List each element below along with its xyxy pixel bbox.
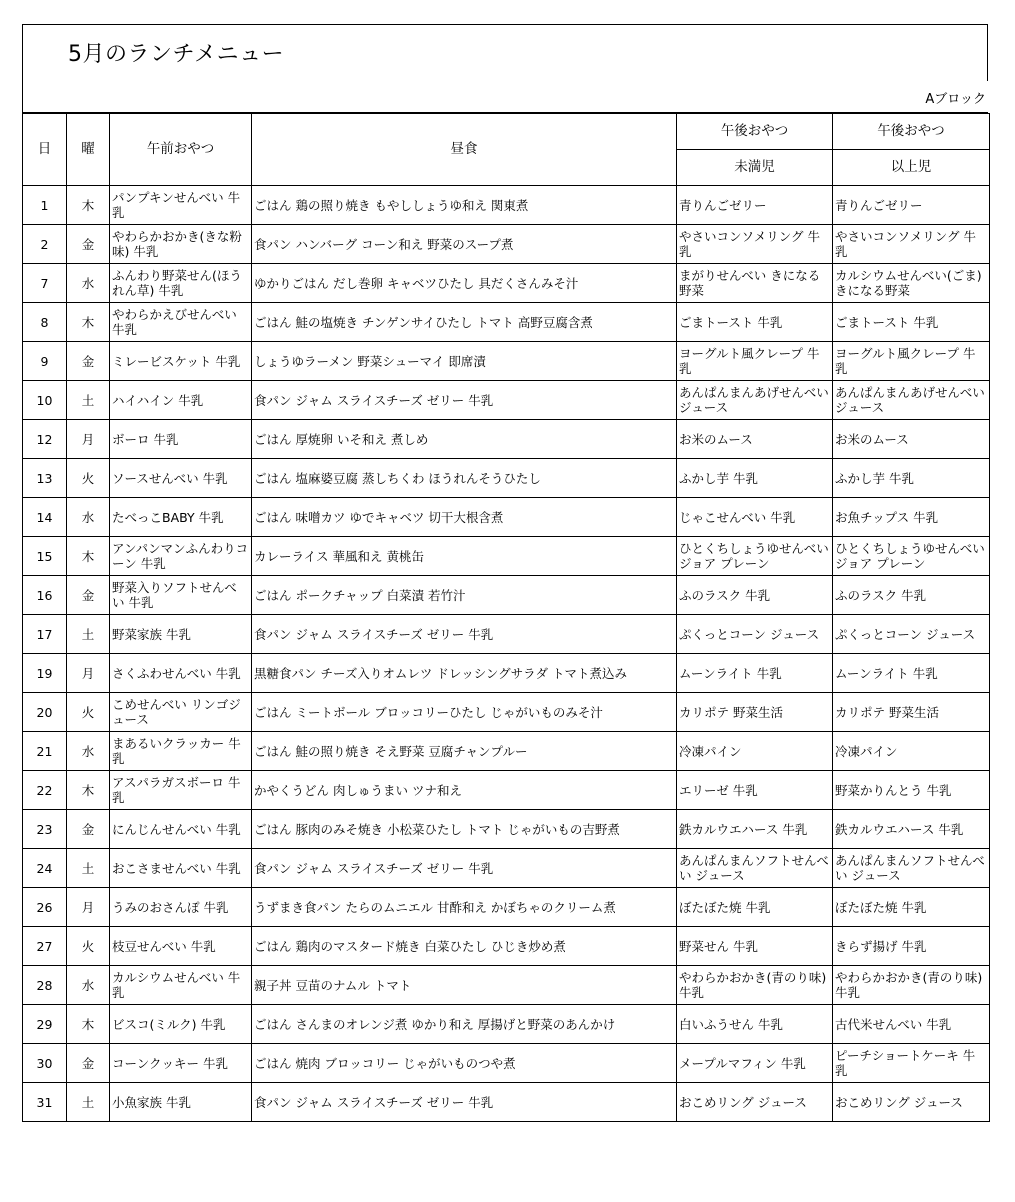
pm-snack-under-cell: 白いふうせん 牛乳 — [677, 1005, 833, 1044]
pm-snack-over-cell: 古代米せんべい 牛乳 — [833, 1005, 990, 1044]
lunch-cell: ごはん 鶏の照り焼き もやししょうゆ和え 関東煮 — [252, 186, 677, 225]
day-cell: 20 — [23, 693, 67, 732]
pm-snack-under-cell: あんぱんまんあげせんべい ジュース — [677, 381, 833, 420]
day-cell: 14 — [23, 498, 67, 537]
day-cell: 23 — [23, 810, 67, 849]
am-snack-cell: 枝豆せんべい 牛乳 — [110, 927, 252, 966]
table-row — [23, 615, 990, 654]
table-row — [23, 498, 990, 537]
weekday-cell: 土 — [67, 849, 110, 888]
lunch-cell: ごはん ポークチャップ 白菜漬 若竹汁 — [252, 576, 677, 615]
weekday-cell: 金 — [67, 225, 110, 264]
day-cell: 29 — [23, 1005, 67, 1044]
pm-snack-under-cell: やさいコンソメリング 牛乳 — [677, 225, 833, 264]
weekday-cell: 土 — [67, 381, 110, 420]
pm-snack-under-cell: 鉄カルウエハース 牛乳 — [677, 810, 833, 849]
lunch-cell: ごはん 厚焼卵 いそ和え 煮しめ — [252, 420, 677, 459]
pm-snack-under-cell: カリポテ 野菜生活 — [677, 693, 833, 732]
weekday-cell: 木 — [67, 1005, 110, 1044]
table-row — [23, 1005, 990, 1044]
lunch-cell: 食パン ジャム スライスチーズ ゼリー 牛乳 — [252, 615, 677, 654]
pm-snack-under-cell: エリーゼ 牛乳 — [677, 771, 833, 810]
weekday-cell: 水 — [67, 264, 110, 303]
table-row — [23, 459, 990, 498]
am-snack-cell: 小魚家族 牛乳 — [110, 1083, 252, 1122]
lunch-cell: 食パン ジャム スライスチーズ ゼリー 牛乳 — [252, 1083, 677, 1122]
weekday-cell: 木 — [67, 303, 110, 342]
pm-snack-over-cell: おこめリング ジュース — [833, 1083, 990, 1122]
header-pm-snack-over: 午後おやつ — [833, 114, 990, 150]
header-am-snack: 午前おやつ — [110, 114, 252, 186]
am-snack-cell: ハイハイン 牛乳 — [110, 381, 252, 420]
lunch-cell: 親子丼 豆苗のナムル トマト — [252, 966, 677, 1005]
pm-snack-under-cell: 青りんごゼリー — [677, 186, 833, 225]
pm-snack-under-cell: ムーンライト 牛乳 — [677, 654, 833, 693]
weekday-cell: 月 — [67, 654, 110, 693]
header-lunch: 昼食 — [252, 114, 677, 186]
table-row — [23, 888, 990, 927]
day-cell: 27 — [23, 927, 67, 966]
pm-snack-under-cell: ふのラスク 牛乳 — [677, 576, 833, 615]
page-title: 5月のランチメニュー — [68, 42, 285, 67]
am-snack-cell: まあるいクラッカー 牛乳 — [110, 732, 252, 771]
am-snack-cell: アンパンマンふんわりコーン 牛乳 — [110, 537, 252, 576]
weekday-cell: 金 — [67, 342, 110, 381]
header-day: 日 — [23, 114, 67, 186]
weekday-cell: 水 — [67, 732, 110, 771]
pm-snack-over-cell: カルシウムせんべい(ごま) きになる野菜 — [833, 264, 990, 303]
am-snack-cell: アスパラガスボーロ 牛乳 — [110, 771, 252, 810]
day-cell: 21 — [23, 732, 67, 771]
pm-snack-over-cell: 鉄カルウエハース 牛乳 — [833, 810, 990, 849]
table-row — [23, 654, 990, 693]
pm-snack-over-cell: 青りんごゼリー — [833, 186, 990, 225]
pm-snack-under-cell: おこめリング ジュース — [677, 1083, 833, 1122]
lunch-cell: ごはん ミートボール ブロッコリーひたし じゃがいものみそ汁 — [252, 693, 677, 732]
header-over-age: 以上児 — [833, 150, 990, 186]
weekday-cell: 木 — [67, 771, 110, 810]
weekday-cell: 水 — [67, 498, 110, 537]
table-row — [23, 186, 990, 225]
table-row — [23, 849, 990, 888]
table-row — [23, 732, 990, 771]
table-row — [23, 342, 990, 381]
weekday-cell: 水 — [67, 966, 110, 1005]
header-dow: 曜 — [67, 114, 110, 186]
table-row — [23, 381, 990, 420]
lunch-cell: ごはん さんまのオレンジ煮 ゆかり和え 厚揚げと野菜のあんかけ — [252, 1005, 677, 1044]
lunch-cell: ごはん 鮭の照り焼き そえ野菜 豆腐チャンプルー — [252, 732, 677, 771]
day-cell: 1 — [23, 186, 67, 225]
lunch-cell: ごはん 焼肉 ブロッコリー じゃがいものつや煮 — [252, 1044, 677, 1083]
pm-snack-over-cell: ふかし芋 牛乳 — [833, 459, 990, 498]
pm-snack-over-cell: お米のムース — [833, 420, 990, 459]
pm-snack-under-cell: メープルマフィン 牛乳 — [677, 1044, 833, 1083]
pm-snack-over-cell: お魚チップス 牛乳 — [833, 498, 990, 537]
table-row — [23, 1083, 990, 1122]
table-row — [23, 576, 990, 615]
pm-snack-over-cell: ごまトースト 牛乳 — [833, 303, 990, 342]
table-row — [23, 771, 990, 810]
weekday-cell: 月 — [67, 420, 110, 459]
pm-snack-over-cell: カリポテ 野菜生活 — [833, 693, 990, 732]
pm-snack-under-cell: あんぱんまんソフトせんべい ジュース — [677, 849, 833, 888]
am-snack-cell: コーンクッキー 牛乳 — [110, 1044, 252, 1083]
day-cell: 30 — [23, 1044, 67, 1083]
lunch-cell: ごはん 味噌カツ ゆでキャベツ 切干大根含煮 — [252, 498, 677, 537]
am-snack-cell: ビスコ(ミルク) 牛乳 — [110, 1005, 252, 1044]
weekday-cell: 火 — [67, 693, 110, 732]
am-snack-cell: やわらかおかき(きな粉味) 牛乳 — [110, 225, 252, 264]
pm-snack-over-cell: ムーンライト 牛乳 — [833, 654, 990, 693]
lunch-cell: ごはん 鶏肉のマスタード焼き 白菜ひたし ひじき炒め煮 — [252, 927, 677, 966]
lunch-cell: 食パン ジャム スライスチーズ ゼリー 牛乳 — [252, 849, 677, 888]
pm-snack-under-cell: ヨーグルト風クレープ 牛乳 — [677, 342, 833, 381]
day-cell: 15 — [23, 537, 67, 576]
menu-body — [23, 186, 990, 1122]
pm-snack-over-cell: やわらかおかき(青のり味) 牛乳 — [833, 966, 990, 1005]
pm-snack-under-cell: じゃこせんべい 牛乳 — [677, 498, 833, 537]
am-snack-cell: 野菜家族 牛乳 — [110, 615, 252, 654]
menu-header — [22, 24, 988, 113]
lunch-cell: ごはん 塩麻婆豆腐 蒸しちくわ ほうれんそうひたし — [252, 459, 677, 498]
pm-snack-under-cell: ふかし芋 牛乳 — [677, 459, 833, 498]
pm-snack-under-cell: やわらかおかき(青のり味) 牛乳 — [677, 966, 833, 1005]
lunch-menu-table — [22, 113, 990, 1122]
table-row — [23, 1044, 990, 1083]
am-snack-cell: ふんわり野菜せん(ほうれん草) 牛乳 — [110, 264, 252, 303]
pm-snack-over-cell: ぼたぼた焼 牛乳 — [833, 888, 990, 927]
table-row — [23, 810, 990, 849]
pm-snack-over-cell: ヨーグルト風クレープ 牛乳 — [833, 342, 990, 381]
day-cell: 7 — [23, 264, 67, 303]
table-row — [23, 537, 990, 576]
pm-snack-over-cell: ピーチショートケーキ 牛乳 — [833, 1044, 990, 1083]
pm-snack-under-cell: ぷくっとコーン ジュース — [677, 615, 833, 654]
table-row — [23, 966, 990, 1005]
day-cell: 8 — [23, 303, 67, 342]
weekday-cell: 土 — [67, 1083, 110, 1122]
am-snack-cell: やわらかえびせんべい 牛乳 — [110, 303, 252, 342]
weekday-cell: 金 — [67, 576, 110, 615]
pm-snack-under-cell: 冷凍パイン — [677, 732, 833, 771]
day-cell: 28 — [23, 966, 67, 1005]
table-row — [23, 927, 990, 966]
weekday-cell: 木 — [67, 186, 110, 225]
table-row — [23, 693, 990, 732]
pm-snack-under-cell: ひとくちしょうゆせんべい ジョア プレーン — [677, 537, 833, 576]
am-snack-cell: ボーロ 牛乳 — [110, 420, 252, 459]
lunch-cell: カレーライス 華風和え 黄桃缶 — [252, 537, 677, 576]
pm-snack-over-cell: やさいコンソメリング 牛乳 — [833, 225, 990, 264]
day-cell: 31 — [23, 1083, 67, 1122]
weekday-cell: 金 — [67, 1044, 110, 1083]
lunch-cell: しょうゆラーメン 野菜シューマイ 即席漬 — [252, 342, 677, 381]
weekday-cell: 木 — [67, 537, 110, 576]
lunch-cell: かやくうどん 肉しゅうまい ツナ和え — [252, 771, 677, 810]
lunch-cell: 食パン ジャム スライスチーズ ゼリー 牛乳 — [252, 381, 677, 420]
pm-snack-under-cell: ぼたぼた焼 牛乳 — [677, 888, 833, 927]
pm-snack-under-cell: まがりせんべい きになる野菜 — [677, 264, 833, 303]
weekday-cell: 火 — [67, 459, 110, 498]
weekday-cell: 土 — [67, 615, 110, 654]
table-row — [23, 303, 990, 342]
day-cell: 13 — [23, 459, 67, 498]
day-cell: 2 — [23, 225, 67, 264]
table-row — [23, 420, 990, 459]
pm-snack-over-cell: きらず揚げ 牛乳 — [833, 927, 990, 966]
table-row — [23, 264, 990, 303]
pm-snack-over-cell: ふのラスク 牛乳 — [833, 576, 990, 615]
lunch-cell: ごはん 豚肉のみそ焼き 小松菜ひたし トマト じゃがいもの吉野煮 — [252, 810, 677, 849]
am-snack-cell: パンプキンせんべい 牛乳 — [110, 186, 252, 225]
pm-snack-over-cell: ひとくちしょうゆせんべい ジョア プレーン — [833, 537, 990, 576]
pm-snack-under-cell: 野菜せん 牛乳 — [677, 927, 833, 966]
pm-snack-over-cell: 野菜かりんとう 牛乳 — [833, 771, 990, 810]
lunch-cell: 黒糖食パン チーズ入りオムレツ ドレッシングサラダ トマト煮込み — [252, 654, 677, 693]
pm-snack-under-cell: ごまトースト 牛乳 — [677, 303, 833, 342]
day-cell: 22 — [23, 771, 67, 810]
am-snack-cell: カルシウムせんべい 牛乳 — [110, 966, 252, 1005]
am-snack-cell: 野菜入りソフトせんべい 牛乳 — [110, 576, 252, 615]
am-snack-cell: にんじんせんべい 牛乳 — [110, 810, 252, 849]
am-snack-cell: うみのおさんぽ 牛乳 — [110, 888, 252, 927]
am-snack-cell: さくふわせんべい 牛乳 — [110, 654, 252, 693]
lunch-cell: 食パン ハンバーグ コーン和え 野菜のスープ煮 — [252, 225, 677, 264]
am-snack-cell: たべっこBABY 牛乳 — [110, 498, 252, 537]
pm-snack-over-cell: 冷凍パイン — [833, 732, 990, 771]
day-cell: 10 — [23, 381, 67, 420]
weekday-cell: 火 — [67, 927, 110, 966]
am-snack-cell: こめせんべい リンゴジュース — [110, 693, 252, 732]
pm-snack-under-cell: お米のムース — [677, 420, 833, 459]
block-label: Aブロック — [925, 92, 986, 107]
day-cell: 9 — [23, 342, 67, 381]
pm-snack-over-cell: あんぱんまんあげせんべい ジュース — [833, 381, 990, 420]
am-snack-cell: おこさませんべい 牛乳 — [110, 849, 252, 888]
day-cell: 12 — [23, 420, 67, 459]
header-right-border — [987, 25, 988, 81]
am-snack-cell: ミレービスケット 牛乳 — [110, 342, 252, 381]
day-cell: 26 — [23, 888, 67, 927]
day-cell: 16 — [23, 576, 67, 615]
day-cell: 19 — [23, 654, 67, 693]
day-cell: 24 — [23, 849, 67, 888]
pm-snack-over-cell: ぷくっとコーン ジュース — [833, 615, 990, 654]
weekday-cell: 月 — [67, 888, 110, 927]
am-snack-cell: ソースせんべい 牛乳 — [110, 459, 252, 498]
header-under-age: 未満児 — [677, 150, 833, 186]
day-cell: 17 — [23, 615, 67, 654]
weekday-cell: 金 — [67, 810, 110, 849]
table-row — [23, 225, 990, 264]
header-pm-snack-under: 午後おやつ — [677, 114, 833, 150]
lunch-cell: うずまき食パン たらのムニエル 甘酢和え かぼちゃのクリーム煮 — [252, 888, 677, 927]
lunch-cell: ごはん 鮭の塩焼き チンゲンサイひたし トマト 高野豆腐含煮 — [252, 303, 677, 342]
lunch-cell: ゆかりごはん だし巻卵 キャベツひたし 具だくさんみそ汁 — [252, 264, 677, 303]
pm-snack-over-cell: あんぱんまんソフトせんべい ジュース — [833, 849, 990, 888]
